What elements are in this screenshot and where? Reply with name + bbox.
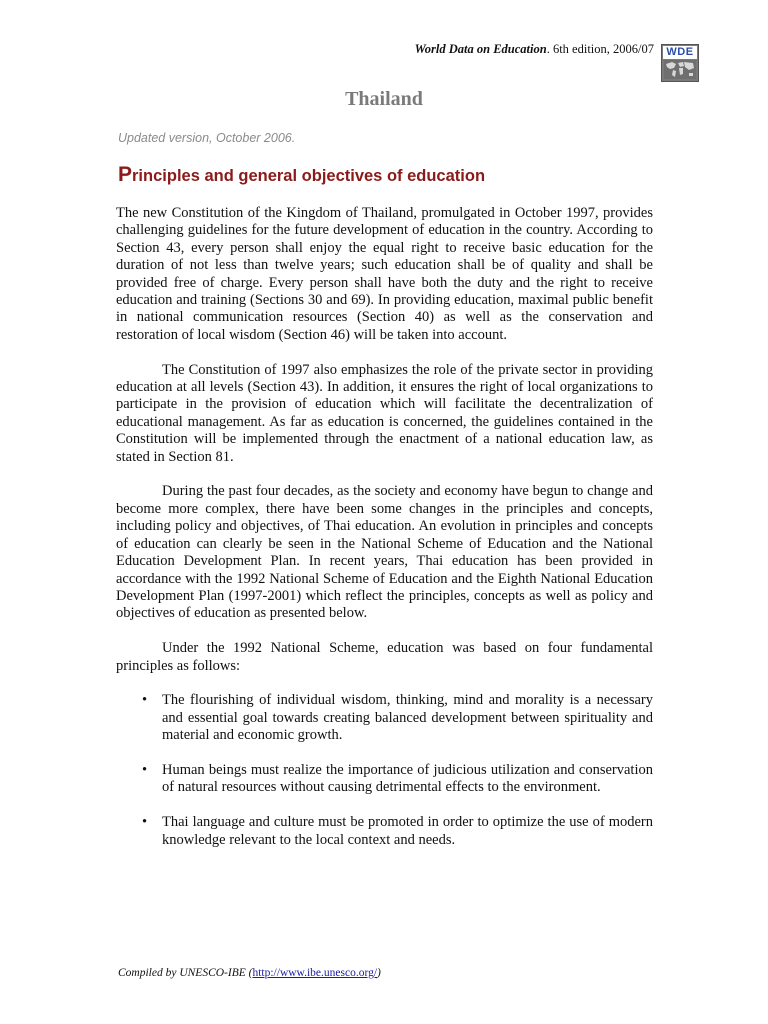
list-item [116,692,653,744]
updated-note: Updated version, October 2006. [118,131,296,145]
heading-text: rinciples and general objectives of education [132,167,486,185]
list-item-text: Thai language and culture must be promoted in order to optimize the use of modern knowledge relevant to the local context and needs. [162,814,653,848]
page-footer [118,967,381,979]
paragraph: The new Constitution of the Kingdom of Thailand, promulgated in October 1997, provides challenging guidelines for the future development of education in the country. According to Section 43, every person shall enjoy the equal right to receive basic education for the duration of not less than twelve years; such education shall be of quality and shall be provided free of charge. Every person shall have both the duty and the right to receive education and training (Sections 30 and 69). In providing education, maximal public benefit in national communication resources (Section 40) as well as the conservation and restoration of local wisdom (Section 46) will be taken into account. [116,205,653,343]
bullet-marker: • [142,814,148,831]
wde-logo [661,44,699,82]
world-map-icon [664,60,696,79]
list-item [116,814,653,849]
footer-close: ) [377,967,381,979]
principles-list [116,692,653,849]
heading-initial: P [118,163,133,186]
publication-title: World Data on Education [414,42,547,56]
bullet-marker: • [142,692,148,709]
list-item [116,762,653,797]
running-header [415,42,654,57]
paragraph: The Constitution of 1997 also emphasizes the role of the private sector in providing education at all levels (Section 43). In addition, it ensures the right of local organizations to participate in the provision of education which will facilitate the decentralization of educational management. As far as education is concerned, the guidelines contained in the Constitution will be implemented through the enactment of a national education law, as stated in Section 81. [116,361,653,465]
wde-logo-text: WDE [663,46,697,59]
bullet-marker: • [142,761,148,778]
footer-compiled: Compiled by UNESCO-IBE ( [118,967,253,979]
edition-text: . 6th edition, 2006/07 [546,42,654,56]
list-item-text: The flourishing of individual wisdom, thinking, mind and morality is a necessary and essential goal towards creating balanced development between spirituality and material and economic growth. [162,692,653,744]
page-title: Thailand [345,88,423,110]
paragraph: Under the 1992 National Scheme, education was based on four fundamental principles as follows: [116,640,653,674]
ibe-link[interactable]: http://www.ibe.unesco.org/ [252,967,378,979]
list-item-text: Human beings must realize the importance of judicious utilization and conservation of natural resources without causing detrimental effects to the environment. [162,761,653,796]
paragraph: During the past four decades, as the society and economy have begun to change and become more complex, there have been some changes in the principles and concepts, including policy and objectives, of Thai education. An evolution in principles and concepts of education can clearly be seen in the National Scheme of Education and the National Education Development Plan. In recent years, Thai education has been provided in accordance with the 1992 National Scheme of Education and the Eighth National Education Development Plan (1997-2001) which reflect the principles, concepts as well as policy and objectives of education as presented below. [116,483,653,622]
section-heading [118,163,485,187]
document-body [116,205,653,866]
